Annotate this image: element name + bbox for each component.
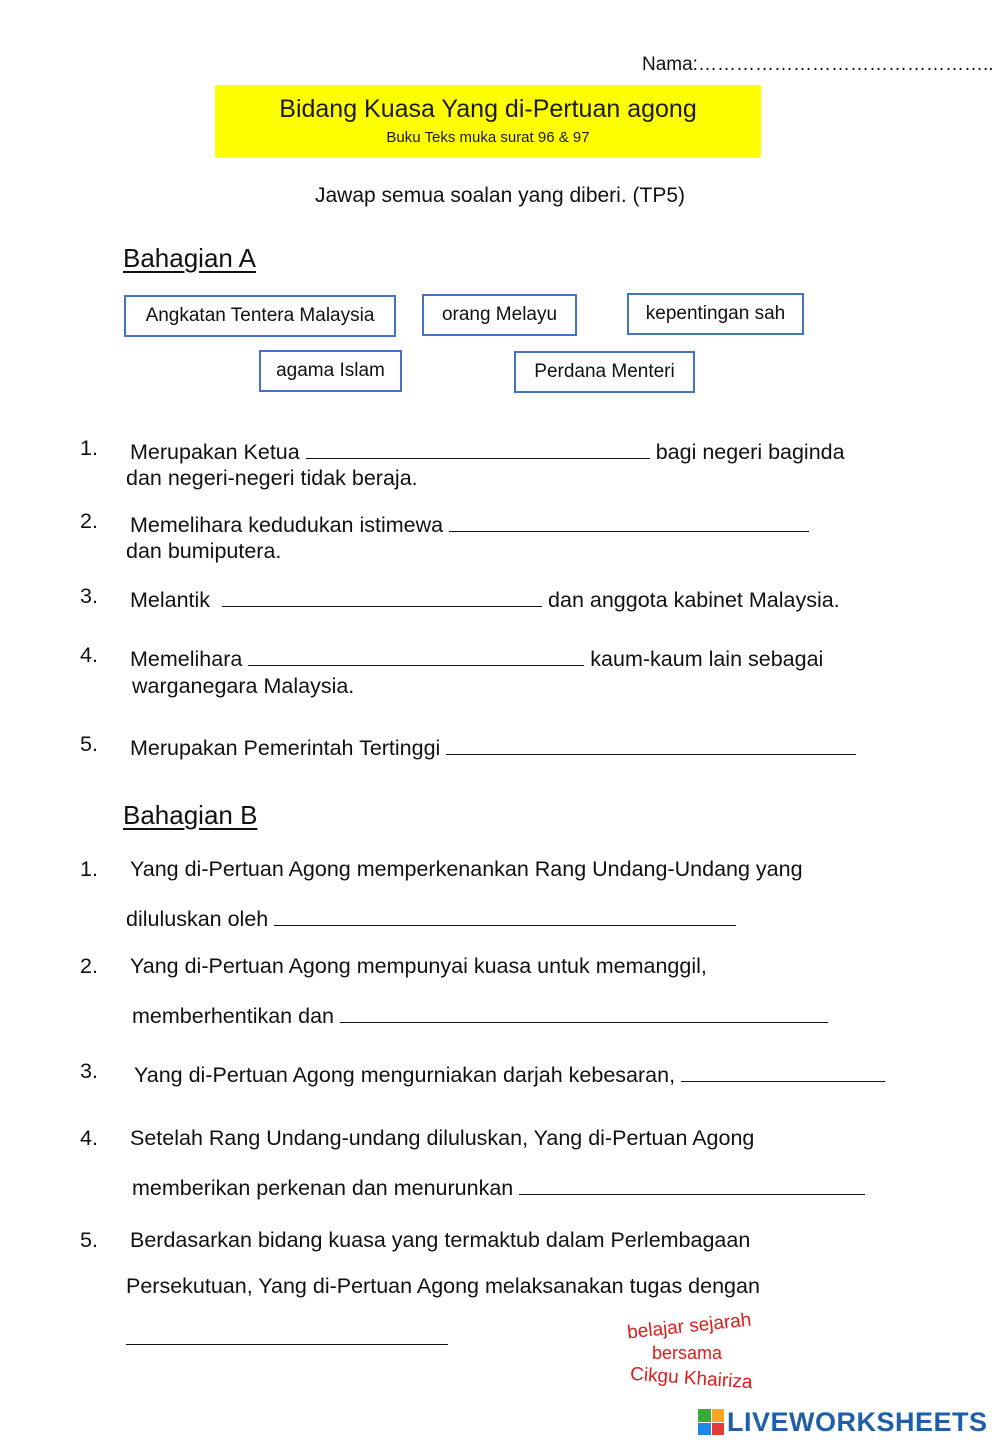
question-text: Yang di-Pertuan Agong memperkenankan Rang Undang-Undang yang: [130, 857, 803, 881]
question-text: Memelihara: [130, 647, 243, 671]
question-text: Persekutuan, Yang di-Pertuan Agong melaksanakan tugas dengan: [126, 1274, 760, 1298]
question-number: 2.: [80, 509, 98, 533]
liveworksheets-logo: [698, 1407, 988, 1437]
question-number: 2.: [80, 954, 98, 978]
answer-blank[interactable]: [446, 732, 856, 755]
question-number: 1.: [80, 436, 98, 460]
question-text-continued: dan negeri-negeri tidak beraja.: [126, 466, 418, 490]
question-b1-line2: [126, 903, 736, 932]
question-text: Setelah Rang Undang-undang diluluskan, Yang di-Pertuan Agong: [130, 1126, 755, 1150]
stamp-line-3: Cikgu Khairiza: [629, 1363, 754, 1394]
question-text: Berdasarkan bidang kuasa yang termaktub dalam Perlembagaan: [130, 1228, 751, 1252]
question-text: Yang di-Pertuan Agong mempunyai kuasa untuk memanggil,: [130, 954, 707, 978]
answer-blank[interactable]: [222, 584, 542, 607]
answer-blank[interactable]: [681, 1059, 885, 1082]
worksheet-subtitle: Buku Teks muka surat 96 & 97: [386, 129, 590, 146]
question-text-continued: dan bumiputera.: [126, 539, 282, 563]
question-text: dan anggota kabinet Malaysia.: [548, 588, 840, 612]
word-bank-item[interactable]: kepentingan sah: [627, 293, 804, 335]
answer-blank[interactable]: [248, 643, 584, 666]
answer-blank[interactable]: [274, 903, 736, 926]
word-bank-item[interactable]: orang Melayu: [422, 294, 577, 336]
question-number: 5.: [80, 1228, 98, 1252]
question-b2-line2: [132, 1000, 828, 1029]
question-a1: [130, 436, 845, 465]
worksheet-title: Bidang Kuasa Yang di-Pertuan agong: [279, 95, 697, 123]
stamp-line-1: belajar sejarah: [626, 1309, 753, 1344]
question-text: memberikan perkenan dan menurunkan: [132, 1176, 514, 1200]
answer-blank[interactable]: [306, 436, 650, 459]
question-a4: [130, 643, 823, 672]
question-b5-answer: [126, 1322, 448, 1350]
question-a3: [130, 584, 840, 613]
question-text: bagi negeri baginda: [655, 440, 845, 464]
question-text: Merupakan Pemerintah Tertinggi: [130, 736, 441, 760]
question-b4-line2: [132, 1172, 865, 1201]
answer-blank[interactable]: [449, 509, 809, 532]
stamp-line-2: bersama: [652, 1343, 723, 1363]
title-banner: [215, 85, 761, 157]
question-text-continued: warganegara Malaysia.: [132, 674, 355, 698]
question-a5: [130, 732, 856, 761]
question-number: 5.: [80, 732, 98, 756]
section-a-heading: Bahagian A: [123, 243, 257, 273]
question-text: Merupakan Ketua: [130, 440, 300, 464]
answer-blank[interactable]: [126, 1322, 448, 1345]
question-text: memberhentikan dan: [132, 1004, 334, 1028]
word-bank-item[interactable]: Perdana Menteri: [514, 351, 695, 393]
question-text: kaum-kaum lain sebagai: [590, 647, 824, 671]
question-text: Memelihara kedudukan istimewa: [130, 513, 444, 537]
question-number: 4.: [80, 1126, 98, 1150]
word-bank-item[interactable]: agama Islam: [259, 350, 402, 392]
section-b-heading: Bahagian B: [123, 800, 258, 830]
liveworksheets-wordmark: LIVEWORKSHEETS: [727, 1406, 988, 1437]
question-text: diluluskan oleh: [126, 907, 269, 931]
answer-blank[interactable]: [340, 1000, 828, 1023]
answer-blank[interactable]: [519, 1172, 865, 1195]
question-number: 3.: [80, 584, 98, 608]
question-number: 3.: [80, 1059, 98, 1083]
question-number: 4.: [80, 643, 98, 667]
question-number: 1.: [80, 857, 98, 881]
name-field-label: Nama:………………………………………..: [642, 54, 994, 75]
instruction-text: Jawap semua soalan yang diberi. (TP5): [314, 184, 686, 207]
question-a2: [130, 509, 809, 538]
question-b3: [134, 1059, 885, 1088]
question-text: Melantik: [130, 588, 211, 612]
question-text: Yang di-Pertuan Agong mengurniakan darjah kebesaran,: [134, 1063, 676, 1087]
liveworksheets-icon: [698, 1409, 724, 1435]
word-bank-item[interactable]: Angkatan Tentera Malaysia: [124, 295, 396, 337]
